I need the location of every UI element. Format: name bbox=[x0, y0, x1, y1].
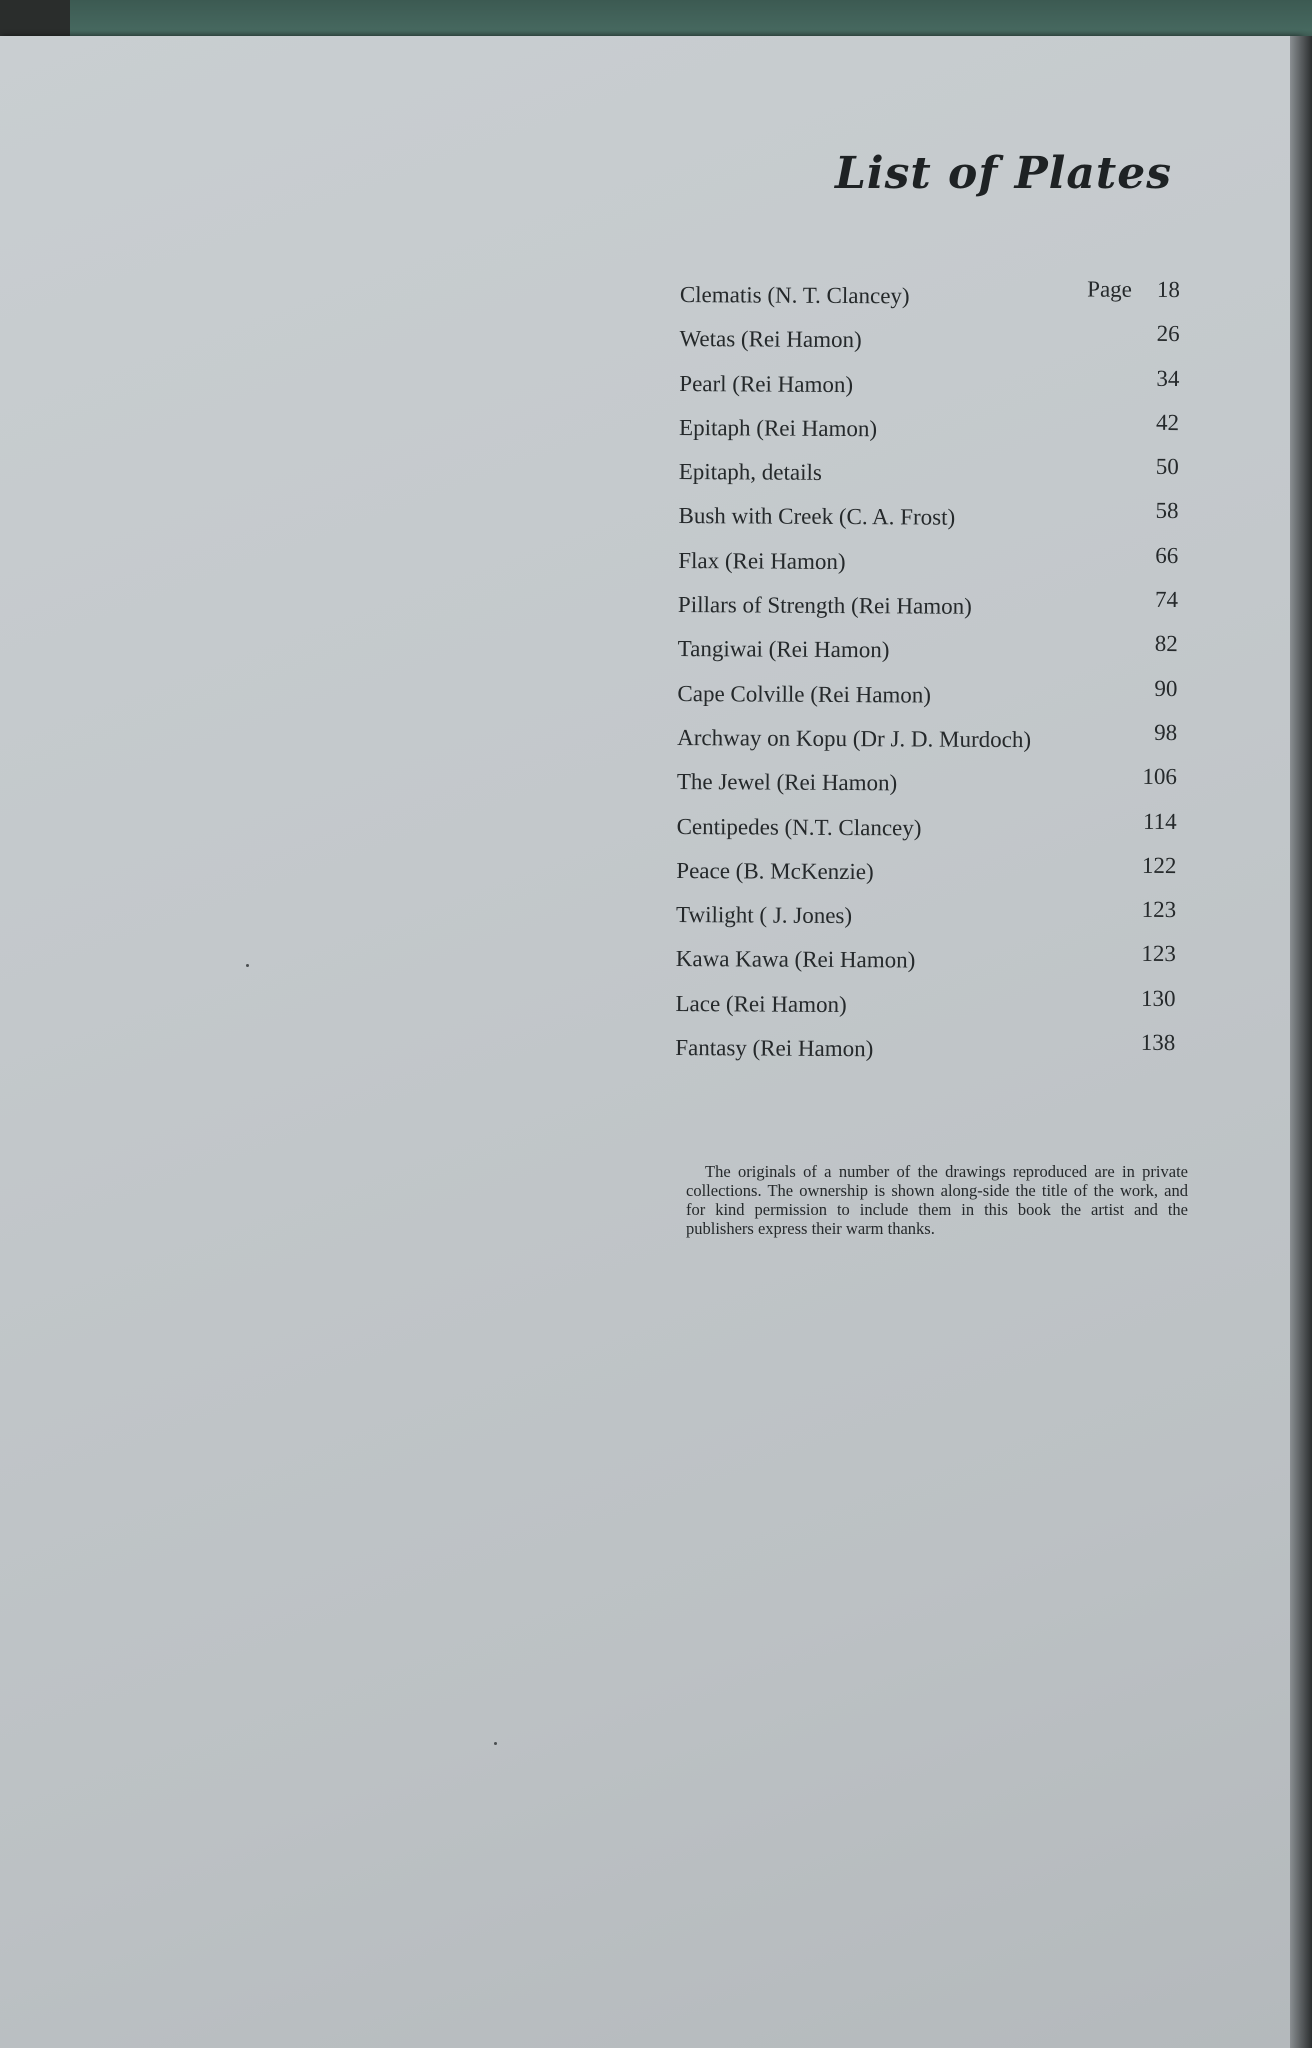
paper-speck bbox=[494, 1742, 497, 1745]
plate-title: Epitaph (Rei Hamon) bbox=[678, 414, 878, 442]
plate-row bbox=[675, 983, 1175, 1030]
plate-page-number: 74 bbox=[1154, 586, 1179, 613]
plate-page-number: 98 bbox=[1154, 719, 1178, 746]
plate-page-number: 90 bbox=[1154, 675, 1178, 701]
acknowledgement-note: The originals of a number of the drawings reproduced are in private collections. The ownership is shown along-side the title of the work, and for kind permission to include them in this book the artist and the publishers express their warm thanks. bbox=[686, 1162, 1188, 1238]
plate-title: Tangiwai (Rei Hamon) bbox=[677, 636, 890, 663]
plate-row bbox=[677, 673, 1177, 720]
plate-row bbox=[678, 540, 1178, 587]
plate-title: Fantasy (Rei Hamon) bbox=[675, 1035, 874, 1062]
paper-speck bbox=[246, 964, 249, 967]
plate-page-number: 66 bbox=[1155, 542, 1179, 568]
plate-row bbox=[677, 717, 1177, 764]
plate-row bbox=[679, 318, 1179, 365]
plate-row bbox=[676, 894, 1176, 941]
plate-page-number: 26 bbox=[1156, 321, 1180, 347]
plate-title: The Jewel (Rei Hamon) bbox=[676, 769, 898, 796]
plate-page-number: 58 bbox=[1155, 498, 1179, 524]
plate-page-number: 114 bbox=[1142, 808, 1177, 834]
page-edge-shadow bbox=[1290, 36, 1312, 2048]
plate-title: Flax (Rei Hamon) bbox=[678, 547, 846, 574]
plate-page-number: 34 bbox=[1156, 365, 1180, 391]
plate-page-number: 138 bbox=[1140, 1029, 1176, 1056]
plate-page-number: 123 bbox=[1141, 896, 1177, 923]
plate-title: Centipedes (N.T. Clancey) bbox=[676, 813, 922, 841]
plate-row bbox=[678, 584, 1178, 631]
plate-title: Bush with Creek (C. A. Frost) bbox=[678, 503, 956, 531]
plate-row bbox=[677, 761, 1177, 808]
plate-title: Twilight ( J. Jones) bbox=[676, 902, 853, 929]
plate-title: Cape Colville (Rei Hamon) bbox=[677, 680, 932, 708]
plate-page-number: 122 bbox=[1141, 852, 1177, 878]
plate-row bbox=[676, 850, 1176, 897]
plate-row bbox=[678, 628, 1178, 675]
plate-row bbox=[679, 451, 1179, 498]
plate-row bbox=[675, 1027, 1175, 1074]
plate-title: Kawa Kawa (Rei Hamon) bbox=[675, 946, 916, 973]
plate-title: Archway on Kopu (Dr J. D. Murdoch) bbox=[677, 724, 1032, 753]
plate-title: Epitaph, details bbox=[678, 459, 822, 486]
plates-list bbox=[675, 274, 1180, 1074]
plate-title: Pillars of Strength (Rei Hamon) bbox=[677, 592, 972, 619]
plate-page-number: 50 bbox=[1155, 454, 1179, 480]
plate-page-number: 42 bbox=[1156, 409, 1180, 435]
plate-row bbox=[680, 274, 1180, 321]
plate-title: Peace (B. McKenzie) bbox=[676, 857, 874, 885]
plate-page-number: 123 bbox=[1141, 941, 1176, 967]
plate-title: Clematis (N. T. Clancey) bbox=[679, 281, 910, 309]
page-column-label: Page bbox=[1087, 276, 1132, 302]
plate-page-number: 82 bbox=[1154, 631, 1178, 657]
plate-title: Pearl (Rei Hamon) bbox=[679, 370, 854, 397]
plate-row bbox=[678, 495, 1178, 542]
plate-row bbox=[679, 363, 1179, 410]
plate-title: Wetas (Rei Hamon) bbox=[679, 326, 862, 353]
plate-page-number: 18 bbox=[1156, 276, 1180, 303]
plate-page-number: 106 bbox=[1142, 764, 1178, 790]
page-title: List of Plates bbox=[834, 148, 1172, 199]
plate-page-number: 130 bbox=[1141, 985, 1176, 1011]
plate-row bbox=[676, 938, 1176, 985]
plate-title: Lace (Rei Hamon) bbox=[675, 990, 847, 1017]
plate-row bbox=[679, 407, 1179, 454]
plate-row bbox=[676, 806, 1176, 853]
